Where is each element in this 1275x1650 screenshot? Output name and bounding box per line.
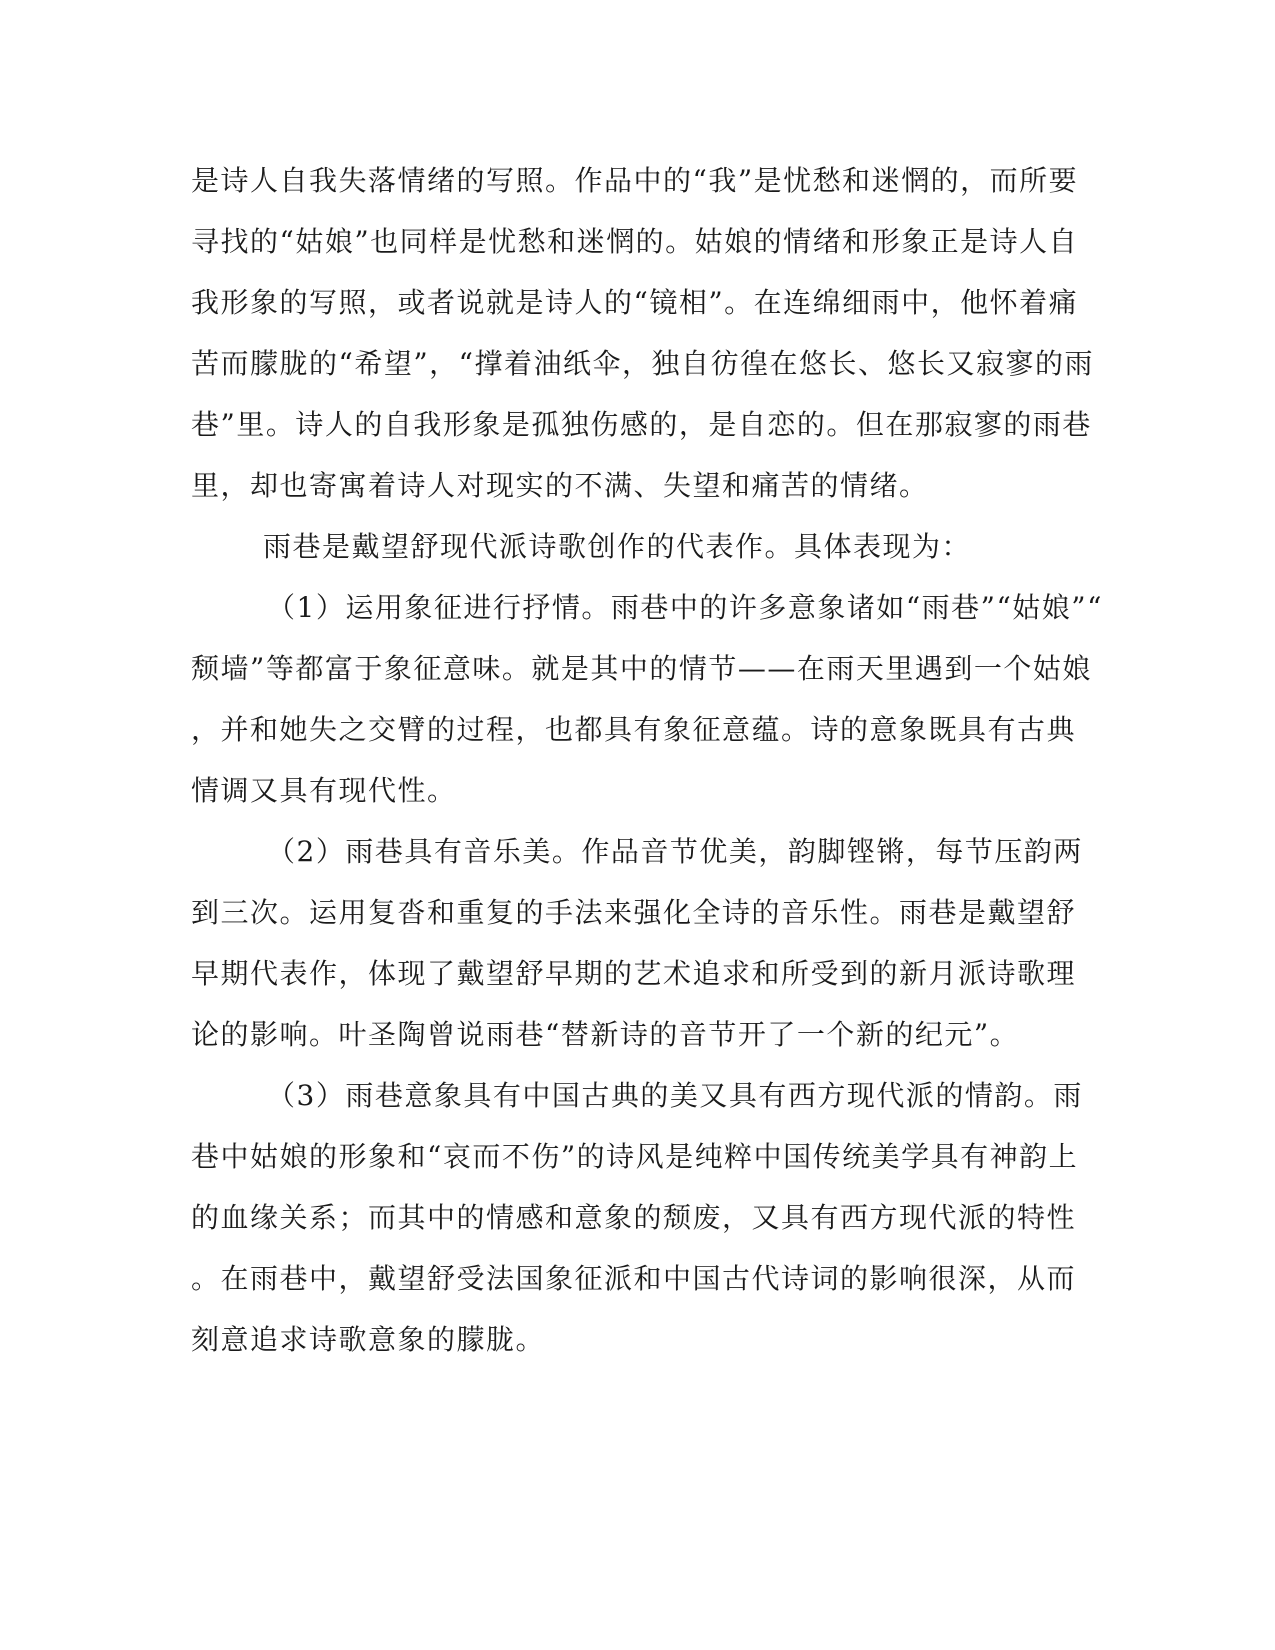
text-line: 里，却也寄寓着诗人对现实的不满、失望和痛苦的情绪。: [191, 469, 929, 502]
text-line: 情调又具有现代性。: [191, 774, 457, 807]
text-line: 苦而朦胧的“希望”，“撑着油纸伞，独自彷徨在悠长、悠长又寂寥的雨: [191, 347, 1094, 380]
text-line: ，并和她失之交臂的过程，也都具有象征意蕴。诗的意象既具有古典: [191, 713, 1077, 746]
text-line: 巷中姑娘的形象和“哀而不伤”的诗风是纯粹中国传统美学具有神韵上: [191, 1140, 1079, 1173]
text-line: 我形象的写照，或者说就是诗人的“镜相”。在连绵细雨中，他怀着痛: [191, 286, 1079, 319]
text-line: 是诗人自我失落情绪的写照。作品中的“我”是忧愁和迷惘的，而所要: [191, 164, 1079, 197]
text-line: 巷”里。诗人的自我形象是孤独伤感的，是自恋的。但在那寂寥的雨巷: [191, 408, 1092, 441]
text-line: 刻意追求诗歌意象的朦胧。: [191, 1323, 546, 1356]
body-text: [191, 150, 1103, 1370]
point-2-heading: （2）雨巷具有音乐美。作品音节优美，韵脚铿锵，每节压韵两: [267, 835, 1083, 868]
text-line: 颓墙”等都富于象征意味。就是其中的情节——在雨天里遇到一个姑娘: [191, 652, 1092, 685]
point-3-heading: （3）雨巷意象具有中国古典的美又具有西方现代派的情韵。雨: [267, 1079, 1083, 1112]
text-line: 的血缘关系；而其中的情感和意象的颓废，又具有西方现代派的特性: [191, 1201, 1077, 1234]
text-line: 到三次。运用复沓和重复的手法来强化全诗的音乐性。雨巷是戴望舒: [191, 896, 1077, 929]
text-line: 寻找的“姑娘”也同样是忧愁和迷惘的。姑娘的情绪和形象正是诗人自: [191, 225, 1079, 258]
text-line: 论的影响。叶圣陶曾说雨巷“替新诗的音节开了一个新的纪元”。: [191, 1018, 1020, 1051]
text-line: 早期代表作，体现了戴望舒早期的艺术追求和所受到的新月派诗歌理: [191, 957, 1077, 990]
point-1-heading: （1）运用象征进行抒情。雨巷中的许多意象诸如“雨巷”“姑娘”“: [267, 591, 1103, 624]
paragraph-intro: 雨巷是戴望舒现代派诗歌创作的代表作。具体表现为：: [263, 530, 972, 563]
text-line: 。在雨巷中，戴望舒受法国象征派和中国古代诗词的影响很深，从而: [191, 1262, 1077, 1295]
